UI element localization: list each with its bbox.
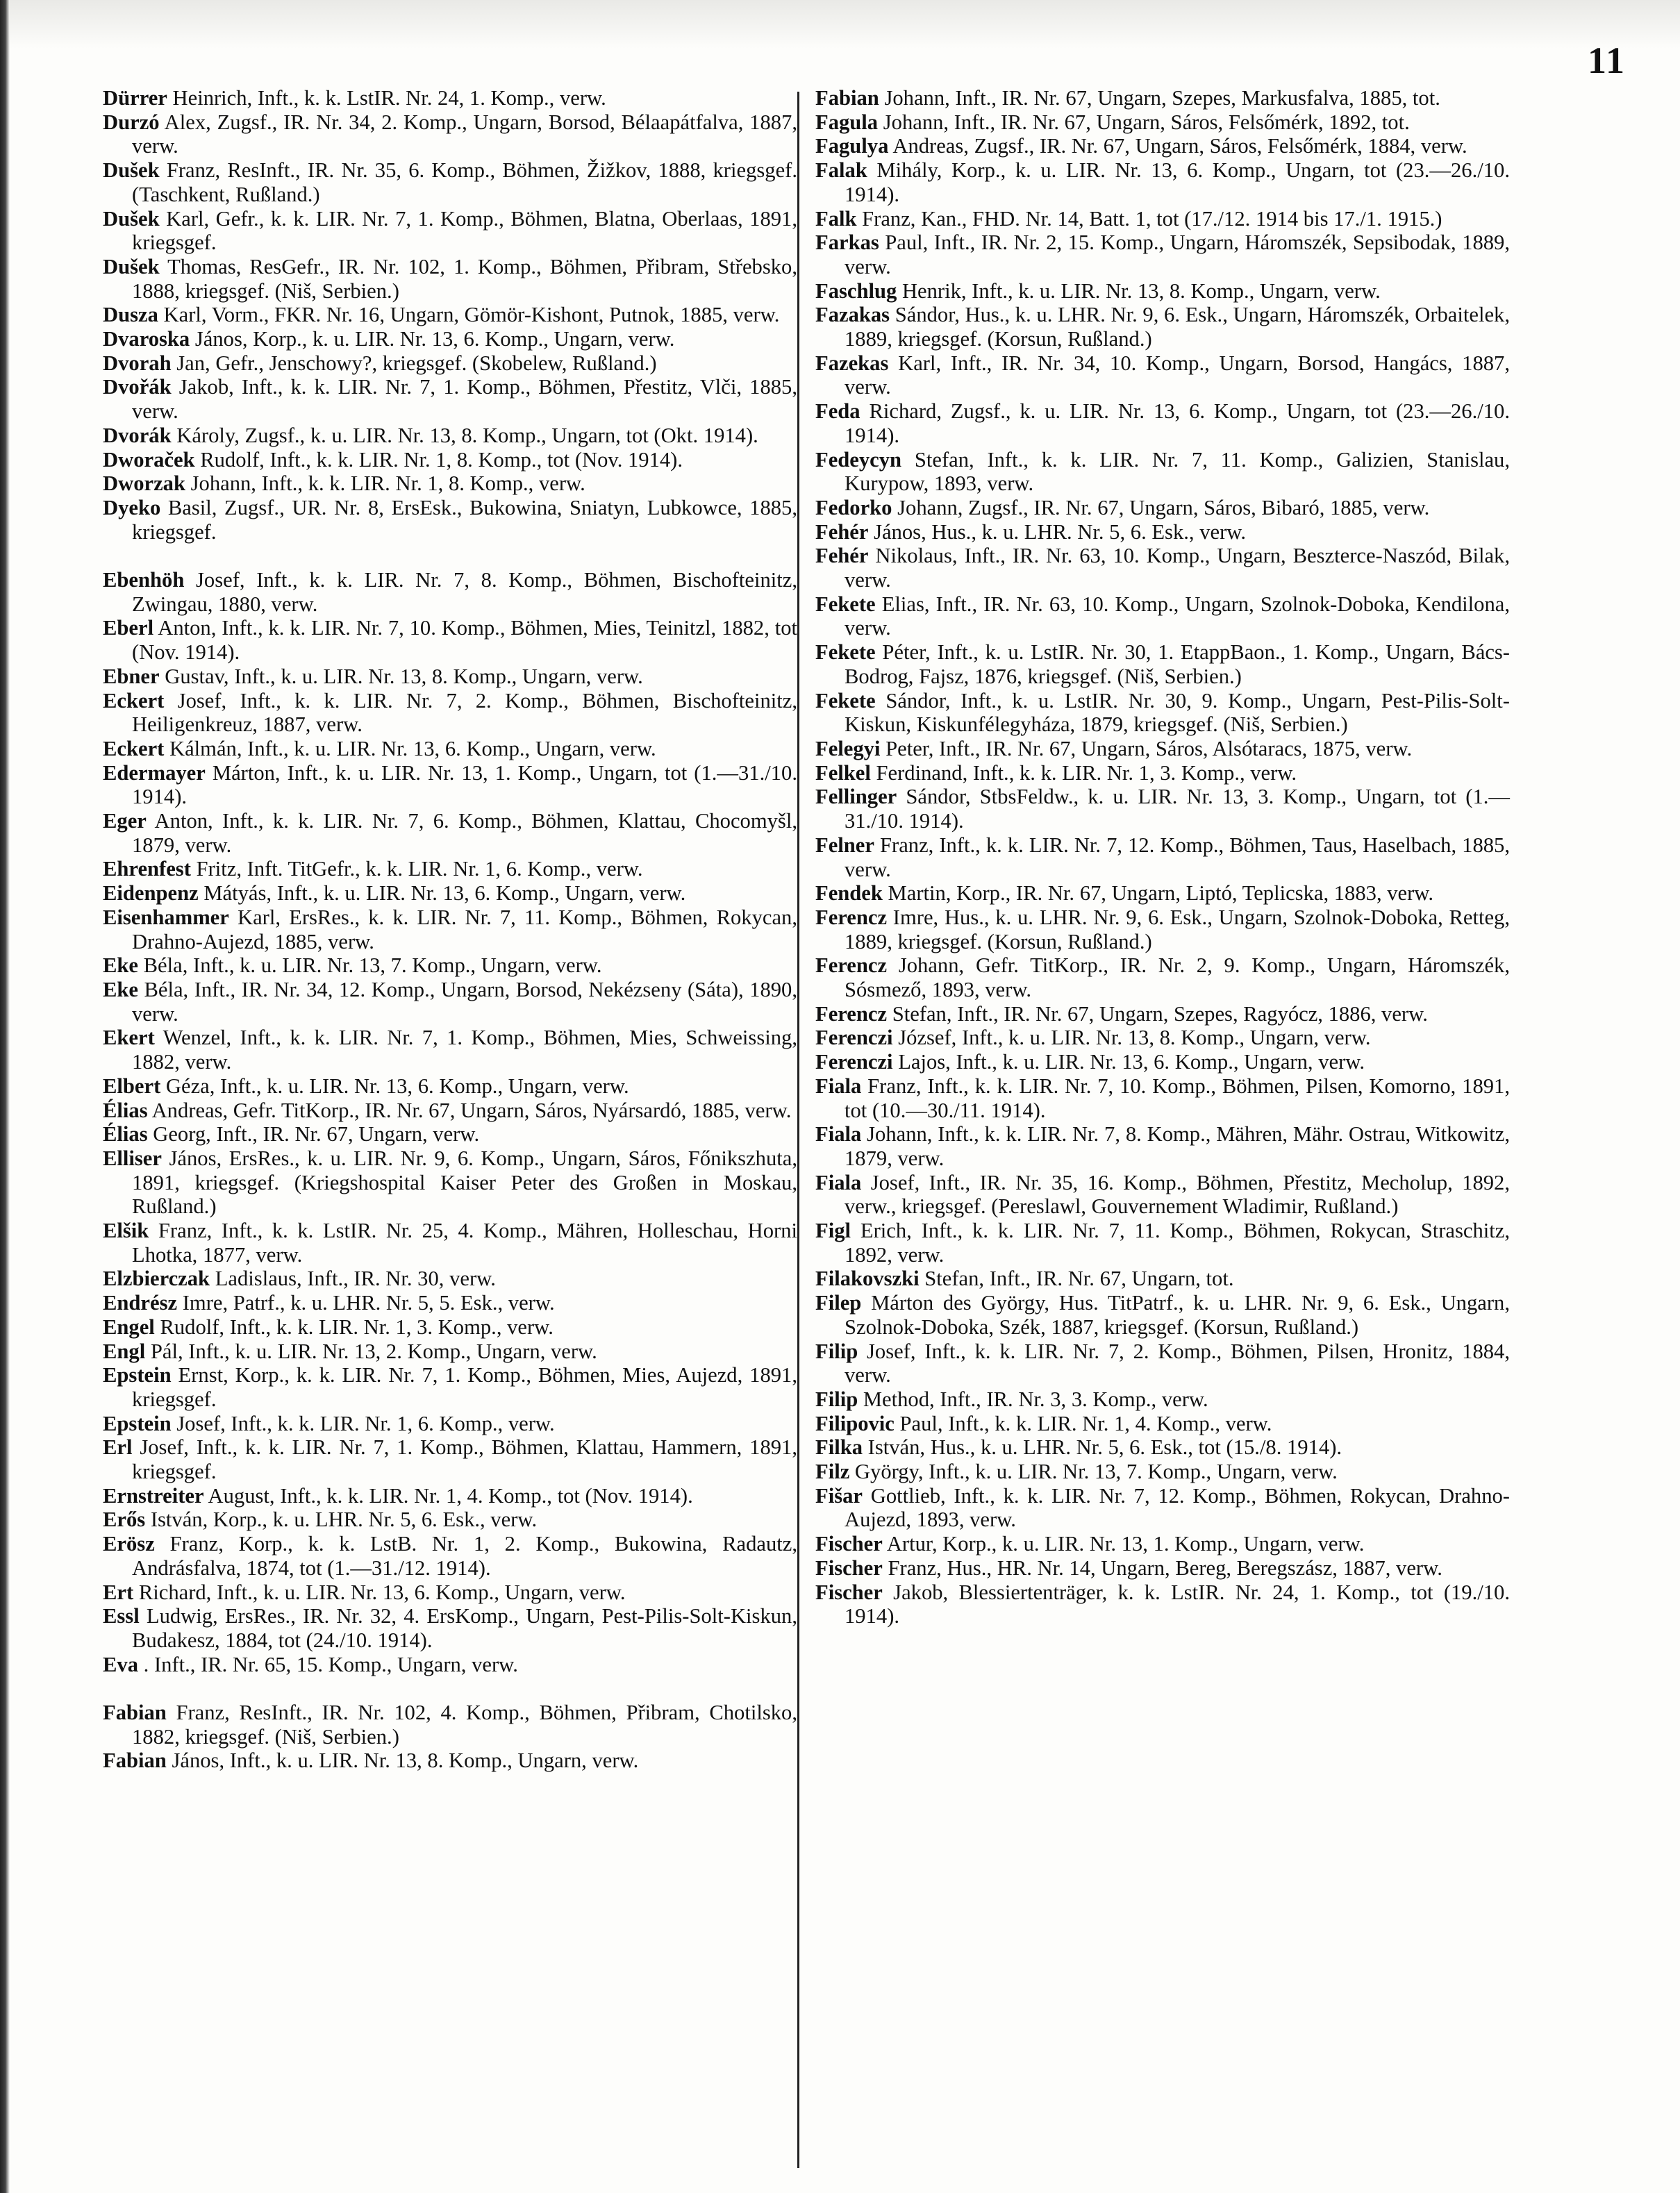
casualty-entry [103, 86, 797, 110]
section-gap [103, 544, 797, 568]
entry-details: Béla, Inft., IR. Nr. 34, 12. Komp., Ungarn, Borsod, Nekézseny (Sáta), 1890, verw. [132, 978, 797, 1026]
casualty-entry [103, 1581, 797, 1605]
entry-details: Kálmán, Inft., k. u. LIR. Nr. 13, 6. Komp., Ungarn, verw. [164, 736, 656, 760]
casualty-entry [815, 1340, 1510, 1387]
entry-surname: Ferenczi [815, 1026, 893, 1050]
casualty-entry [815, 279, 1510, 303]
casualty-entry [103, 761, 797, 809]
entry-details: Johann, Inft., IR. Nr. 67, Ungarn, Szepes, Markusfalva, 1885, tot. [879, 86, 1440, 110]
casualty-entry [815, 1267, 1510, 1291]
casualty-entry [815, 1387, 1510, 1412]
entry-details: Imre, Patrf., k. u. LHR. Nr. 5, 5. Esk., verw. [177, 1291, 555, 1315]
entry-details: Gottlieb, Inft., k. k. LIR. Nr. 7, 12. Komp., Böhmen, Rokycan, Drahno-Aujezd, 1893, verw. [845, 1483, 1510, 1532]
entry-surname: Fiala [815, 1122, 862, 1146]
entry-surname: Faschlug [815, 278, 897, 303]
casualty-entry [815, 1435, 1510, 1460]
casualty-entry [815, 1460, 1510, 1484]
casualty-entry [815, 134, 1510, 158]
casualty-entry [103, 1701, 797, 1749]
entry-details: János, Inft., k. u. LIR. Nr. 13, 8. Komp., Ungarn, verw. [166, 1749, 639, 1773]
entry-details: Peter, Inft., IR. Nr. 67, Ungarn, Sáros, Alsótaracs, 1875, verw. [880, 736, 1413, 760]
entry-details: Josef, Inft., k. k. LIR. Nr. 7, 2. Komp., Böhmen, Bischofteinitz, Heiligenkreuz, 1887, verw. [132, 688, 797, 737]
section-gap [103, 1676, 797, 1701]
entry-surname: Fischer [815, 1556, 883, 1580]
entry-details: Paul, Inft., k. k. LIR. Nr. 1, 4. Komp., verw. [894, 1411, 1272, 1435]
entry-surname: Epstein [103, 1363, 172, 1387]
casualty-entry [815, 231, 1510, 278]
entry-details: Ernst, Korp., k. k. LIR. Nr. 7, 1. Komp., Böhmen, Mies, Aujezd, 1891, kriegsgef. [132, 1363, 797, 1411]
entry-details: Gustav, Inft., k. u. LIR. Nr. 13, 8. Komp., Ungarn, verw. [159, 664, 643, 688]
entry-surname: Fischer [815, 1580, 883, 1604]
entry-surname: Felkel [815, 760, 871, 785]
entry-surname: Ferencz [815, 905, 888, 929]
entry-surname: Dyeko [103, 495, 161, 519]
entry-surname: Eidenpenz [103, 881, 199, 906]
casualty-entry [815, 1171, 1510, 1219]
entry-details: Sándor, Hus., k. u. LHR. Nr. 9, 6. Esk., Ungarn, Háromszék, Orbaitelek, 1889, kriegsgef. (Korsun, Rußland.) [845, 303, 1510, 351]
entry-surname: Feda [815, 399, 860, 424]
entry-details: Franz, Hus., HR. Nr. 14, Ungarn, Bereg, Beregszász, 1887, verw. [882, 1556, 1442, 1580]
casualty-entry [103, 1219, 797, 1267]
casualty-entry [815, 953, 1510, 1001]
entry-surname: Eckert [103, 736, 165, 760]
casualty-entry [815, 86, 1510, 110]
casualty-entry [103, 1484, 797, 1508]
entry-details: Johann, Inft., k. k. LIR. Nr. 7, 8. Komp., Mähren, Mähr. Ostrau, Witkowitz, 1879, verw. [845, 1122, 1510, 1170]
casualty-entry [815, 1484, 1510, 1532]
entry-details: Rudolf, Inft., k. k. LIR. Nr. 1, 8. Komp., tot (Nov. 1914). [194, 447, 683, 472]
page-number: 11 [1587, 40, 1626, 81]
entry-surname: Fabian [815, 86, 879, 110]
entry-details: János, ErsRes., k. u. LIR. Nr. 9, 6. Komp., Ungarn, Sáros, Főnikszhuta, 1891, kriegsgef. (Kriegshospital Kaiser Peter des Großen in Moskau, Rußland.) [132, 1146, 797, 1219]
entry-surname: Eberl [103, 616, 154, 640]
casualty-entry [815, 1581, 1510, 1628]
entry-details: Georg, Inft., IR. Nr. 67, Ungarn, verw. [147, 1122, 480, 1146]
casualty-entry [815, 496, 1510, 520]
entry-surname: Dvorák [103, 423, 172, 447]
casualty-entry [103, 1363, 797, 1411]
casualty-entry [815, 737, 1510, 761]
casualty-entry [815, 303, 1510, 351]
casualty-entry [103, 375, 797, 423]
casualty-entry [103, 1508, 797, 1532]
entry-surname: Engel [103, 1315, 155, 1339]
entry-details: Franz, ResInft., IR. Nr. 102, 4. Komp., Böhmen, Přibram, Chotilsko, 1882, kriegsgef. (Niš, Serbien.) [132, 1701, 797, 1749]
entry-surname: Durzó [103, 110, 160, 134]
entry-surname: Filip [815, 1387, 858, 1411]
entry-surname: Fazekas [815, 351, 889, 375]
entry-surname: Filip [815, 1339, 858, 1363]
casualty-entry [103, 737, 797, 761]
casualty-entry [815, 906, 1510, 953]
entry-surname: Filep [815, 1291, 862, 1315]
casualty-entry [103, 616, 797, 664]
entry-surname: Falk [815, 206, 857, 231]
casualty-entry [103, 158, 797, 206]
entry-details: Karl, ErsRes., k. k. LIR. Nr. 7, 11. Komp., Böhmen, Rokycan, Drahno-Aujezd, 1885, verw. [132, 905, 797, 953]
entry-details: Péter, Inft., k. u. LstIR. Nr. 30, 1. EtappBaon., 1. Komp., Ungarn, Bács-Bodrog, Fajsz, 1876, kriegsgef. (Niš, Serbien.) [845, 640, 1510, 688]
entry-surname: Fabian [103, 1701, 167, 1725]
entry-details: Richard, Inft., k. u. LIR. Nr. 13, 6. Komp., Ungarn, verw. [133, 1580, 626, 1604]
casualty-entry [815, 1556, 1510, 1581]
casualty-entry [103, 1435, 797, 1483]
entry-details: Jan, Gefr., Jenschowy?, kriegsgef. (Skobelew, Rußland.) [171, 351, 657, 375]
casualty-entry [815, 351, 1510, 399]
entry-surname: Fabian [103, 1749, 167, 1773]
entry-surname: Fiala [815, 1170, 862, 1194]
entry-surname: Ernstreiter [103, 1483, 204, 1508]
casualty-entry [103, 568, 797, 616]
entry-surname: Fagula [815, 110, 879, 134]
casualty-entry [103, 809, 797, 857]
casualty-entry [103, 1122, 797, 1146]
entry-surname: Élias [103, 1098, 148, 1122]
entry-surname: Élias [103, 1122, 148, 1146]
entry-details: Imre, Hus., k. u. LHR. Nr. 9, 6. Esk., Ungarn, Szolnok-Doboka, Retteg, 1889, kriegsgef. (Korsun, Rußland.) [845, 905, 1510, 953]
entry-surname: Dušek [103, 254, 160, 278]
entry-details: Heinrich, Inft., k. k. LstIR. Nr. 24, 1. Komp., verw. [167, 86, 606, 110]
casualty-entry [103, 1146, 797, 1219]
entry-details: Jakob, Blessiertenträger, k. k. LstIR. Nr. 24, 1. Komp., tot (19./10. 1914). [845, 1580, 1510, 1628]
casualty-entry [815, 1291, 1510, 1339]
entry-details: Wenzel, Inft., k. k. LIR. Nr. 7, 1. Komp., Böhmen, Mies, Schweissing, 1882, verw. [132, 1026, 797, 1074]
casualty-entry [103, 1749, 797, 1773]
entry-surname: Endrész [103, 1291, 178, 1315]
entry-details: Franz, Inft., k. k. LstIR. Nr. 25, 4. Komp., Mähren, Holleschau, Horni Lhotka, 1877, verw. [132, 1219, 797, 1267]
casualty-entry [815, 1532, 1510, 1556]
casualty-entry [103, 424, 797, 448]
entry-details: Paul, Inft., IR. Nr. 2, 15. Komp., Ungarn, Háromszék, Sepsibodak, 1889, verw. [845, 231, 1510, 278]
entry-surname: Farkas [815, 231, 879, 255]
entry-details: Fritz, Inft. TitGefr., k. k. LIR. Nr. 1, 6. Komp., verw. [190, 857, 643, 881]
scan-binding-edge [0, 0, 10, 2193]
entry-details: Anton, Inft., k. k. LIR. Nr. 7, 10. Komp., Böhmen, Mies, Teinitzl, 1882, tot (Nov. 1914). [132, 616, 797, 665]
entry-surname: Ert [103, 1580, 134, 1604]
casualty-entry [103, 303, 797, 327]
entry-surname: Dworzak [103, 472, 185, 496]
entry-surname: Eke [103, 953, 138, 978]
casualty-entry [103, 689, 797, 737]
entry-surname: Edermayer [103, 760, 206, 785]
entry-details: Károly, Zugsf., k. u. LIR. Nr. 13, 8. Komp., Ungarn, tot (Okt. 1914). [171, 423, 758, 447]
casualty-entry [103, 1532, 797, 1580]
entry-surname: Fagulya [815, 134, 889, 158]
entry-surname: Elzbierczak [103, 1267, 210, 1291]
entry-surname: Fišar [815, 1483, 863, 1508]
entry-surname: Ferenczi [815, 1050, 893, 1074]
casualty-entry [103, 665, 797, 689]
entry-surname: Essl [103, 1604, 140, 1628]
casualty-entry [103, 207, 797, 255]
entry-surname: Erösz [103, 1532, 155, 1556]
entry-details: Josef, Inft., k. k. LIR. Nr. 1, 6. Komp., verw. [171, 1411, 555, 1435]
entry-surname: Dvorah [103, 351, 172, 375]
entry-surname: Ferencz [815, 1001, 888, 1026]
entry-details: György, Inft., k. u. LIR. Nr. 13, 7. Komp., Ungarn, verw. [849, 1460, 1338, 1484]
entry-details: Rudolf, Inft., k. k. LIR. Nr. 1, 3. Komp., verw. [154, 1315, 554, 1339]
casualty-entry [815, 1002, 1510, 1026]
entry-surname: Dvořák [103, 375, 172, 399]
casualty-entry [103, 110, 797, 158]
entry-details: István, Hus., k. u. LHR. Nr. 5, 6. Esk., tot (15./8. 1914). [863, 1435, 1342, 1460]
entry-surname: Figl [815, 1219, 851, 1243]
casualty-entry [103, 881, 797, 906]
casualty-entry [103, 978, 797, 1026]
entry-surname: Engl [103, 1339, 146, 1363]
entry-details: Franz, Korp., k. k. LstB. Nr. 1, 2. Komp., Bukowina, Radautz, Andrásfalva, 1874, tot (1.—31./12. 1914). [132, 1532, 797, 1580]
entry-surname: Fekete [815, 688, 876, 712]
entry-surname: Dušek [103, 158, 160, 183]
entry-surname: Dvaroska [103, 327, 190, 351]
entry-details: Thomas, ResGefr., IR. Nr. 102, 1. Komp., Böhmen, Přibram, Střebsko, 1888, kriegsgef. (Niš, Serbien.) [132, 254, 797, 303]
casualty-entry [815, 158, 1510, 206]
casualty-entry [815, 544, 1510, 592]
column-divider [797, 92, 799, 2168]
entry-details: István, Korp., k. u. LHR. Nr. 5, 6. Esk., verw. [145, 1508, 538, 1532]
entry-details: Anton, Inft., k. k. LIR. Nr. 7, 6. Komp., Böhmen, Klattau, Chocomyšl, 1879, verw. [132, 809, 797, 857]
entry-details: Martin, Korp., IR. Nr. 67, Ungarn, Liptó, Teplicska, 1883, verw. [882, 881, 1434, 906]
entry-details: János, Korp., k. u. LIR. Nr. 13, 6. Komp., Ungarn, verw. [190, 327, 675, 351]
casualty-entry [815, 1050, 1510, 1074]
casualty-entry [815, 399, 1510, 447]
entry-surname: Falak [815, 158, 867, 183]
entry-surname: Dusza [103, 303, 158, 327]
casualty-entry [815, 689, 1510, 737]
entry-surname: Eva [103, 1652, 138, 1676]
casualty-entry [815, 881, 1510, 906]
casualty-entry [815, 1026, 1510, 1050]
casualty-entry [103, 351, 797, 376]
entry-details: Johann, Zugsf., IR. Nr. 67, Ungarn, Sáros, Bibaró, 1885, verw. [892, 495, 1430, 519]
casualty-entry [103, 448, 797, 472]
entry-surname: Felegyi [815, 736, 881, 760]
entry-surname: Dušek [103, 206, 160, 231]
casualty-entry [815, 207, 1510, 231]
entry-details: Mihály, Korp., k. u. LIR. Nr. 13, 6. Komp., Ungarn, tot (23.—26./10. 1914). [845, 158, 1510, 206]
entry-surname: Fendek [815, 881, 883, 906]
entry-surname: Filipovic [815, 1411, 895, 1435]
entry-surname: Ebenhöh [103, 568, 185, 592]
entry-surname: Elbert [103, 1074, 161, 1098]
entry-surname: Fischer [815, 1532, 883, 1556]
entry-surname: Ekert [103, 1026, 155, 1050]
entry-surname: Elliser [103, 1146, 162, 1170]
entry-surname: Fiala [815, 1074, 862, 1098]
casualty-entry [103, 327, 797, 351]
casualty-entry [103, 255, 797, 303]
entry-details: Stefan, Inft., k. k. LIR. Nr. 7, 11. Komp., Galizien, Stanislau, Kurypow, 1893, verw. [845, 447, 1510, 496]
casualty-entry [103, 1604, 797, 1652]
entry-details: Richard, Zugsf., k. u. LIR. Nr. 13, 6. Komp., Ungarn, tot (23.—26./10. 1914). [845, 399, 1510, 447]
entry-details: Karl, Vorm., FKR. Nr. 16, Ungarn, Gömör-Kishont, Putnok, 1885, verw. [158, 303, 780, 327]
entry-surname: Felner [815, 833, 874, 857]
casualty-entry [815, 110, 1510, 135]
casualty-entry [103, 496, 797, 544]
entry-details: Sándor, Inft., k. u. LstIR. Nr. 30, 9. Komp., Ungarn, Pest-Pilis-Solt-Kiskun, Kiskunfélegyháza, 1879, kriegsgef. (Niš, Serbien.) [845, 688, 1510, 737]
entry-details: Pál, Inft., k. u. LIR. Nr. 13, 2. Komp., Ungarn, verw. [145, 1339, 597, 1363]
entry-details: Josef, Inft., k. k. LIR. Nr. 7, 1. Komp., Böhmen, Klattau, Hammern, 1891, kriegsgef. [132, 1435, 797, 1484]
entry-surname: Ferencz [815, 953, 888, 978]
casualty-entry [103, 1653, 797, 1677]
entry-details: Márton, Inft., k. u. LIR. Nr. 13, 1. Komp., Ungarn, tot (1.—31./10. 1914). [132, 760, 797, 809]
entry-details: Franz, ResInft., IR. Nr. 35, 6. Komp., Böhmen, Žižkov, 1888, kriegsgef. (Taschkent, Rußland.) [132, 158, 797, 206]
entry-details: . Inft., IR. Nr. 65, 15. Komp., Ungarn, verw. [138, 1652, 518, 1676]
entry-details: Mátyás, Inft., k. u. LIR. Nr. 13, 6. Komp., Ungarn, verw. [198, 881, 686, 906]
casualty-entry [815, 1412, 1510, 1436]
entry-details: Alex, Zugsf., IR. Nr. 34, 2. Komp., Ungarn, Borsod, Bélaapátfalva, 1887, verw. [132, 110, 797, 158]
entry-details: Johann, Inft., k. k. LIR. Nr. 1, 8. Komp., verw. [185, 472, 585, 496]
casualty-entry [815, 448, 1510, 496]
entry-details: Ferdinand, Inft., k. k. LIR. Nr. 1, 3. Komp., verw. [870, 760, 1297, 785]
entry-details: Béla, Inft., k. u. LIR. Nr. 13, 7. Komp., Ungarn, verw. [138, 953, 602, 978]
entry-surname: Filka [815, 1435, 863, 1460]
entry-details: Method, Inft., IR. Nr. 3, 3. Komp., verw. [858, 1387, 1208, 1411]
entry-surname: Erős [103, 1508, 146, 1532]
casualty-entry [815, 640, 1510, 688]
entry-details: Josef, Inft., IR. Nr. 35, 16. Komp., Böhmen, Přestitz, Mecholup, 1892, verw., kriegsgef. (Pereslawl, Gouvernement Wladimir, Rußland.) [845, 1170, 1510, 1219]
entry-surname: Fehér [815, 519, 869, 544]
entry-details: Márton des György, Hus. TitPatrf., k. u. LHR. Nr. 9, 6. Esk., Ungarn, Szolnok-Doboka, Szék, 1887, kriegsgef. (Korsun, Rußland.) [845, 1291, 1510, 1339]
casualty-entry [815, 1122, 1510, 1170]
entry-details: Stefan, Inft., IR. Nr. 67, Ungarn, tot. [919, 1267, 1234, 1291]
right-column [815, 86, 1510, 1628]
casualty-entry [103, 1291, 797, 1315]
entry-surname: Dworaček [103, 447, 195, 472]
entry-details: József, Inft., k. u. LIR. Nr. 13, 8. Komp., Ungarn, verw. [892, 1026, 1371, 1050]
entry-details: Franz, Inft., k. k. LIR. Nr. 7, 12. Komp., Böhmen, Taus, Haselbach, 1885, verw. [845, 833, 1510, 881]
casualty-entry [103, 1315, 797, 1340]
entry-surname: Fekete [815, 592, 876, 616]
entry-details: Artur, Korp., k. u. LIR. Nr. 13, 1. Komp., Ungarn, verw. [882, 1532, 1365, 1556]
entry-details: Andreas, Gefr. TitKorp., IR. Nr. 67, Ungarn, Sáros, Nyársardó, 1885, verw. [147, 1098, 792, 1122]
entry-details: Géza, Inft., k. u. LIR. Nr. 13, 6. Komp., Ungarn, verw. [160, 1074, 629, 1098]
entry-details: Josef, Inft., k. k. LIR. Nr. 7, 8. Komp., Böhmen, Bischofteinitz, Zwingau, 1880, verw. [132, 568, 797, 616]
entry-details: Nikolaus, Inft., IR. Nr. 63, 10. Komp., Ungarn, Beszterce-Naszód, Bilak, verw. [845, 544, 1510, 592]
casualty-entry [103, 1099, 797, 1123]
entry-surname: Eger [103, 809, 147, 833]
entry-details: August, Inft., k. k. LIR. Nr. 1, 4. Komp., tot (Nov. 1914). [203, 1483, 693, 1508]
casualty-entry [815, 1074, 1510, 1122]
casualty-entry [103, 472, 797, 496]
entry-surname: Filakovszki [815, 1267, 920, 1291]
casualty-entry [815, 1219, 1510, 1267]
entry-details: János, Hus., k. u. LHR. Nr. 5, 6. Esk., verw. [868, 519, 1247, 544]
entry-details: Johann, Inft., IR. Nr. 67, Ungarn, Sáros, Felsőmérk, 1892, tot. [878, 110, 1410, 134]
entry-details: Henrik, Inft., k. u. LIR. Nr. 13, 8. Komp., Ungarn, verw. [897, 278, 1381, 303]
entry-details: Ladislaus, Inft., IR. Nr. 30, verw. [210, 1267, 496, 1291]
entry-details: Karl, Gefr., k. k. LIR. Nr. 7, 1. Komp., Böhmen, Blatna, Oberlaas, 1891, kriegsgef. [132, 206, 797, 255]
entry-surname: Eisenhammer [103, 905, 229, 929]
entry-surname: Ebner [103, 664, 160, 688]
entry-details: Johann, Gefr. TitKorp., IR. Nr. 2, 9. Komp., Ungarn, Háromszék, Sósmező, 1893, verw. [845, 953, 1510, 1002]
entry-surname: Erl [103, 1435, 133, 1460]
casualty-entry [103, 1074, 797, 1099]
entry-surname: Fedeycyn [815, 447, 902, 472]
entry-surname: Fekete [815, 640, 876, 665]
entry-details: Lajos, Inft., k. u. LIR. Nr. 13, 6. Komp., Ungarn, verw. [892, 1050, 1365, 1074]
entry-details: Basil, Zugsf., UR. Nr. 8, ErsEsk., Bukowina, Sniatyn, Lubkowce, 1885, kriegsgef. [132, 495, 797, 544]
casualty-entry [815, 833, 1510, 881]
entry-details: Ludwig, ErsRes., IR. Nr. 32, 4. ErsKomp., Ungarn, Pest-Pilis-Solt-Kiskun, Budakesz, 1884, tot (24./10. 1914). [132, 1604, 797, 1652]
casualty-entry [103, 1026, 797, 1074]
entry-details: Andreas, Zugsf., IR. Nr. 67, Ungarn, Sáros, Felsőmérk, 1884, verw. [888, 134, 1467, 158]
casualty-entry [103, 857, 797, 881]
entry-details: Stefan, Inft., IR. Nr. 67, Ungarn, Szepes, Ragyócz, 1886, verw. [887, 1001, 1428, 1026]
scan-top-shadow [0, 0, 1680, 49]
entry-details: Sándor, StbsFeldw., k. u. LIR. Nr. 13, 3. Komp., Ungarn, tot (1.—31./10. 1914). [845, 785, 1510, 833]
casualty-entry [103, 906, 797, 953]
entry-surname: Epstein [103, 1411, 172, 1435]
entry-details: Franz, Inft., k. k. LIR. Nr. 7, 10. Komp., Böhmen, Pilsen, Komorno, 1891, tot (10.—30./11. 1914). [845, 1074, 1510, 1122]
casualty-entry [815, 761, 1510, 785]
entry-details: Elias, Inft., IR. Nr. 63, 10. Komp., Ungarn, Szolnok-Doboka, Kendilona, verw. [845, 592, 1510, 640]
casualty-entry [103, 953, 797, 978]
entry-details: Jakob, Inft., k. k. LIR. Nr. 7, 1. Komp., Böhmen, Přestitz, Vlči, 1885, verw. [132, 375, 797, 424]
entry-surname: Fazakas [815, 303, 890, 327]
entry-details: Karl, Inft., IR. Nr. 34, 10. Komp., Ungarn, Borsod, Hangács, 1887, verw. [845, 351, 1510, 399]
casualty-entry [815, 785, 1510, 833]
entry-details: Erich, Inft., k. k. LIR. Nr. 7, 11. Komp., Böhmen, Rokycan, Straschitz, 1892, verw. [845, 1219, 1510, 1267]
entry-surname: Fehér [815, 544, 869, 568]
entry-surname: Filz [815, 1460, 850, 1484]
entry-surname: Ehrenfest [103, 857, 191, 881]
entry-surname: Fellinger [815, 785, 897, 809]
left-column [103, 86, 797, 1773]
casualty-entry [815, 520, 1510, 544]
entry-surname: Eke [103, 978, 138, 1001]
entry-surname: Eckert [103, 688, 165, 712]
casualty-entry [103, 1412, 797, 1436]
entry-details: Franz, Kan., FHD. Nr. 14, Batt. 1, tot (17./12. 1914 bis 17./1. 1915.) [856, 206, 1442, 231]
entry-surname: Elšik [103, 1219, 149, 1243]
casualty-entry [815, 592, 1510, 640]
casualty-entry [103, 1267, 797, 1291]
entry-surname: Dürrer [103, 86, 167, 110]
entry-details: Josef, Inft., k. k. LIR. Nr. 7, 2. Komp., Böhmen, Pilsen, Hronitz, 1884, verw. [845, 1339, 1510, 1387]
entry-surname: Fedorko [815, 495, 892, 519]
casualty-entry [103, 1340, 797, 1364]
